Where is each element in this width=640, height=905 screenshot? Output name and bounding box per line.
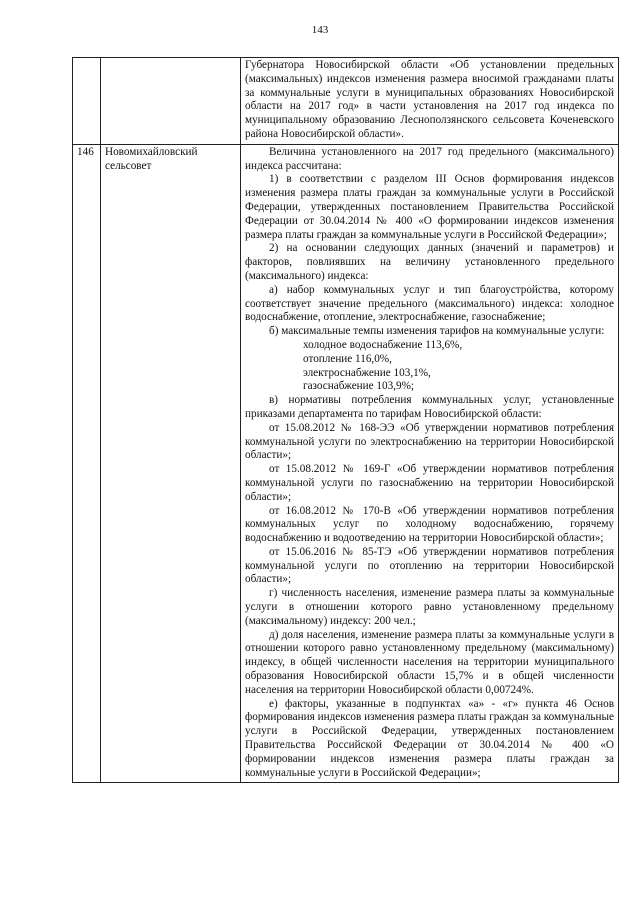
tariff-gas: газоснабжение 103,9%; (303, 380, 414, 393)
continued-paragraph: Губернатора Новосибирской области «Об установлении предельных (максимальных) индексов изменения размера вносимой гражданами платы за коммунальные услуги в муниципальных образованиях Новосибирской области на 2017 год» в части установления на 2017 год индекса по муниципальному образованию Лесноползянского сельсовета Коченевского района Новосибирской области». (245, 59, 614, 140)
row-number: 146 (73, 144, 101, 783)
tariff-cold-water: холодное водоснабжение 113,6%, (303, 338, 463, 351)
document-table (72, 57, 619, 783)
paragraph-g: г) численность населения, изменение размера платы за коммунальные услуги в отношении которого равно установленному предельному (максимальному) индексу: 200 чел.; (245, 587, 614, 627)
order-85-te: от 15.06.2016 № 85-ТЭ «Об утверждении нормативов потребления коммунальной услуги по отоплению на территории Новосибирской области»; (245, 545, 614, 586)
table-row-previous (73, 58, 619, 145)
order-168-ee: от 15.08.2012 № 168-ЭЭ «Об утверждении нормативов потребления коммунальной услуги по электроснабжению на территории Новосибирской области»; (245, 421, 614, 462)
paragraph-e: е) факторы, указанные в подпунктах «а» - «г» пункта 46 Основ формирования индексов изменения размера платы граждан за коммунальные услуги в Российской Федерации, утвержденных постановлением Правительства Российской Федерации от 30.04.2014 № 400 «О формировании индексов изменения размера платы граждан за коммунальные услуги в Российской Федерации»; (245, 697, 614, 779)
table-row-146 (73, 144, 619, 783)
order-169-g: от 15.08.2012 № 169-Г «Об утверждении нормативов потребления коммунальной услуги по газоснабжению на территории Новосибирской области»; (245, 463, 614, 503)
paragraph-v: в) нормативы потребления коммунальных услуг, установленные приказами департамента по тарифам Новосибирской области: (245, 394, 614, 420)
paragraph-b: б) максимальные темпы изменения тарифов на коммунальные услуги: (269, 325, 605, 338)
paragraph-d: д) доля населения, изменение размера платы за коммунальные услуги в отношении которого равно установленному предельному (максимальному) индексу, в общей численности населения на территории муниципального образования Новосибирской области 15,7% и в общей численности населения на территории Новосибирской области 0,00724%. (245, 628, 614, 696)
tariff-electricity: электроснабжение 103,1%, (303, 366, 431, 379)
cell-text-continued (241, 58, 619, 145)
paragraph-intro: Величина установленного на 2017 год предельного (максимального) индекса рассчитана: (245, 145, 614, 172)
cell-text (241, 144, 619, 783)
paragraph-2: 2) на основании следующих данных (значений и параметров) и факторов, повлиявших на величину установленного предельного (максимального) индекса: (245, 242, 614, 282)
paragraph-a: а) набор коммунальных услуг и тип благоустройства, которому соответствует значение предельного (максимального) индекса: холодное водоснабжение, отопление, электроснабжение, газоснабжение; (245, 283, 614, 324)
cell-number-empty (73, 58, 101, 145)
order-170-v: от 16.08.2012 № 170-В «Об утверждении нормативов потребления коммунальных услуг по холодному водоснабжению, горячему водоснабжению и водоотведению на территории Новосибирской области»; (245, 504, 614, 545)
tariff-heating: отопление 116,0%, (303, 352, 392, 365)
municipality-name: Новомихайловский сельсовет (101, 144, 241, 783)
cell-name-empty (101, 58, 241, 145)
paragraph-1: 1) в соответствии с разделом III Основ формирования индексов изменения размера платы граждан за коммунальные услуги в Российской Федерации, утвержденных постановлением Правительства Российской Федерации от 30.04.2014 № 400 «О формировании индексов изменения размера платы граждан за коммунальные услуги в Российской Федерации»; (245, 173, 614, 241)
page-number: 143 (311, 24, 329, 36)
